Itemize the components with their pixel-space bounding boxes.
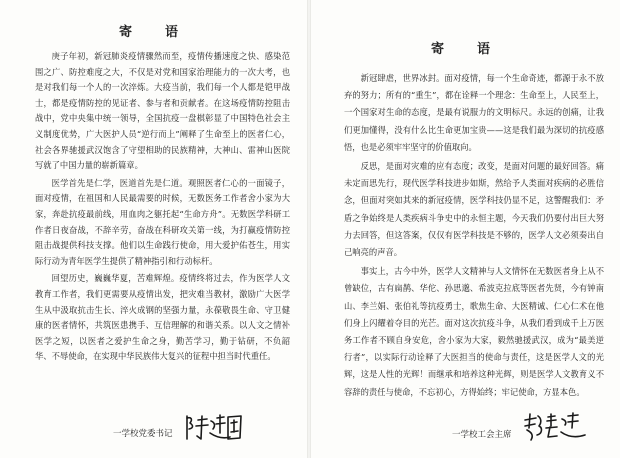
page-body — [344, 70, 604, 403]
page-title: 寄 语 — [118, 25, 188, 40]
signature-block — [113, 413, 245, 443]
paragraph: 新冠肆虐，世界冰封。面对疫情，每一个生命奇迹，都源于永不放弃的努力；所有的“重生”，都在诠释一个理念：生命至上，人民至上，一个国家对生命的态度，是最有说服力的文明标尺。永远的创痛，让我们更加懂得，没有什么比生命更加宝贵——这是我们最为深切的抗疫感悟，也是必须牢牢坚守的价值取向。 — [344, 73, 604, 152]
paragraph: 庚子年初，新冠肺炎疫情骤然而至，疫情传播速度之快、感染范围之广、防控难度之大，不仅是对党和国家治理能力的一次大考，也是对我们每一个人的一次淬炼。大疫当前，我们每一个人都是铠甲战士，都是疫情防控的见证者、参与者和贡献者。在这场疫情防控阻击战中，党中央集中统一领导，全国抗疫一盘棋彰显了中国特色社会主义制度优势，广大医护人员“逆行而上”阐释了生命至上的医者仁心，社会各界驰援武汉饱含了守望相助的民族精神，大神山、雷神山医院写就了中国力量的崭新篇章。 — [35, 51, 290, 171]
page-title: 寄 语 — [430, 42, 500, 57]
signer-title: 一学校党委书记 — [113, 429, 173, 439]
paragraph: 事实上，古今中外，医学人文精神与人文情怀在无数医者身上从不曾缺位，古有扁鹊、华佗、孙思邈、希波克拉底等医者先贤，今有钟南山、李兰娟、张伯礼等抗疫勇士，歌焦生命、大医精诚、仁心仁术在他们身上闪耀着夺目的光芒。面对这次抗疫斗争，从我们看到成千上万医务工作者不顾自身安危，舍小家为大家，毅然驰援武汉，成为“最美逆行者”，以实际行动诠释了大医担当的使命与责任，这是医学人文的光辉，这是人性的光辉！而继承和培养这种光辉，则是医学人文教育义不容辞的责任与使命，不忘初心，方得始终；牢记使命，方显本色。 — [344, 266, 604, 397]
handwritten-signature — [522, 410, 588, 444]
signer-title: 一学校工会主席 — [452, 430, 512, 440]
right-page — [311, 0, 620, 458]
signature-block — [452, 410, 588, 444]
handwritten-signature — [183, 413, 245, 443]
left-page — [0, 0, 307, 458]
paragraph: 反思，是面对灾难的应有态度；改变，是面对问题的最好回答。痛未定而思先行，现代医学科技进步如斯，然给予人类面对疾病的必胜信念，但面对突如其来的新冠疫情，医学科技仍显不足，这警醒我们：矛盾之争始终是人类疾病斗争史中的永恒主题，今天我们仍要付出巨大努力去回答，但这答案，仅仅有医学科技是不够的，医学人文必须奏出自己响亮的声音。 — [344, 161, 604, 258]
page-body — [35, 49, 290, 367]
paragraph: 医学首先是仁学，医道首先是仁道。观照医者仁心的一面镜子，面对疫情，在祖国和人民最需要的时候，无数医务工作者舍小家为大家，奔赴抗疫最前线，用血肉之躯托起“生命方舟”。无数医学科研工作者日夜奋战，不辞辛劳，奋战在科研攻关第一线，为打赢疫情防控阻击战提供科技支撑。他们以生命践行使命，用大爱护佑苍生，用实际行动为青年医学生提供了精神指引和行动标杆。 — [35, 177, 290, 266]
paragraph: 回望历史，巍巍华夏，苦难辉煌。疫情终将过去，作为医学人文教育工作者，我们更需要从疫情出发，把灾难当教材，激励广大医学生从中汲取抗击生长、淬火成钢的坚强力量，永葆敬畏生命、守卫健康的医者情怀，共筑医患携手、互信理解的和谐关系。以人文之情补医学之短，以医者之爱护生命之身，勤苦学习，勤于钻研，不负韶华、不辱使命，在实现中华民族伟大复兴的征程中担当时代重任。 — [35, 273, 290, 362]
